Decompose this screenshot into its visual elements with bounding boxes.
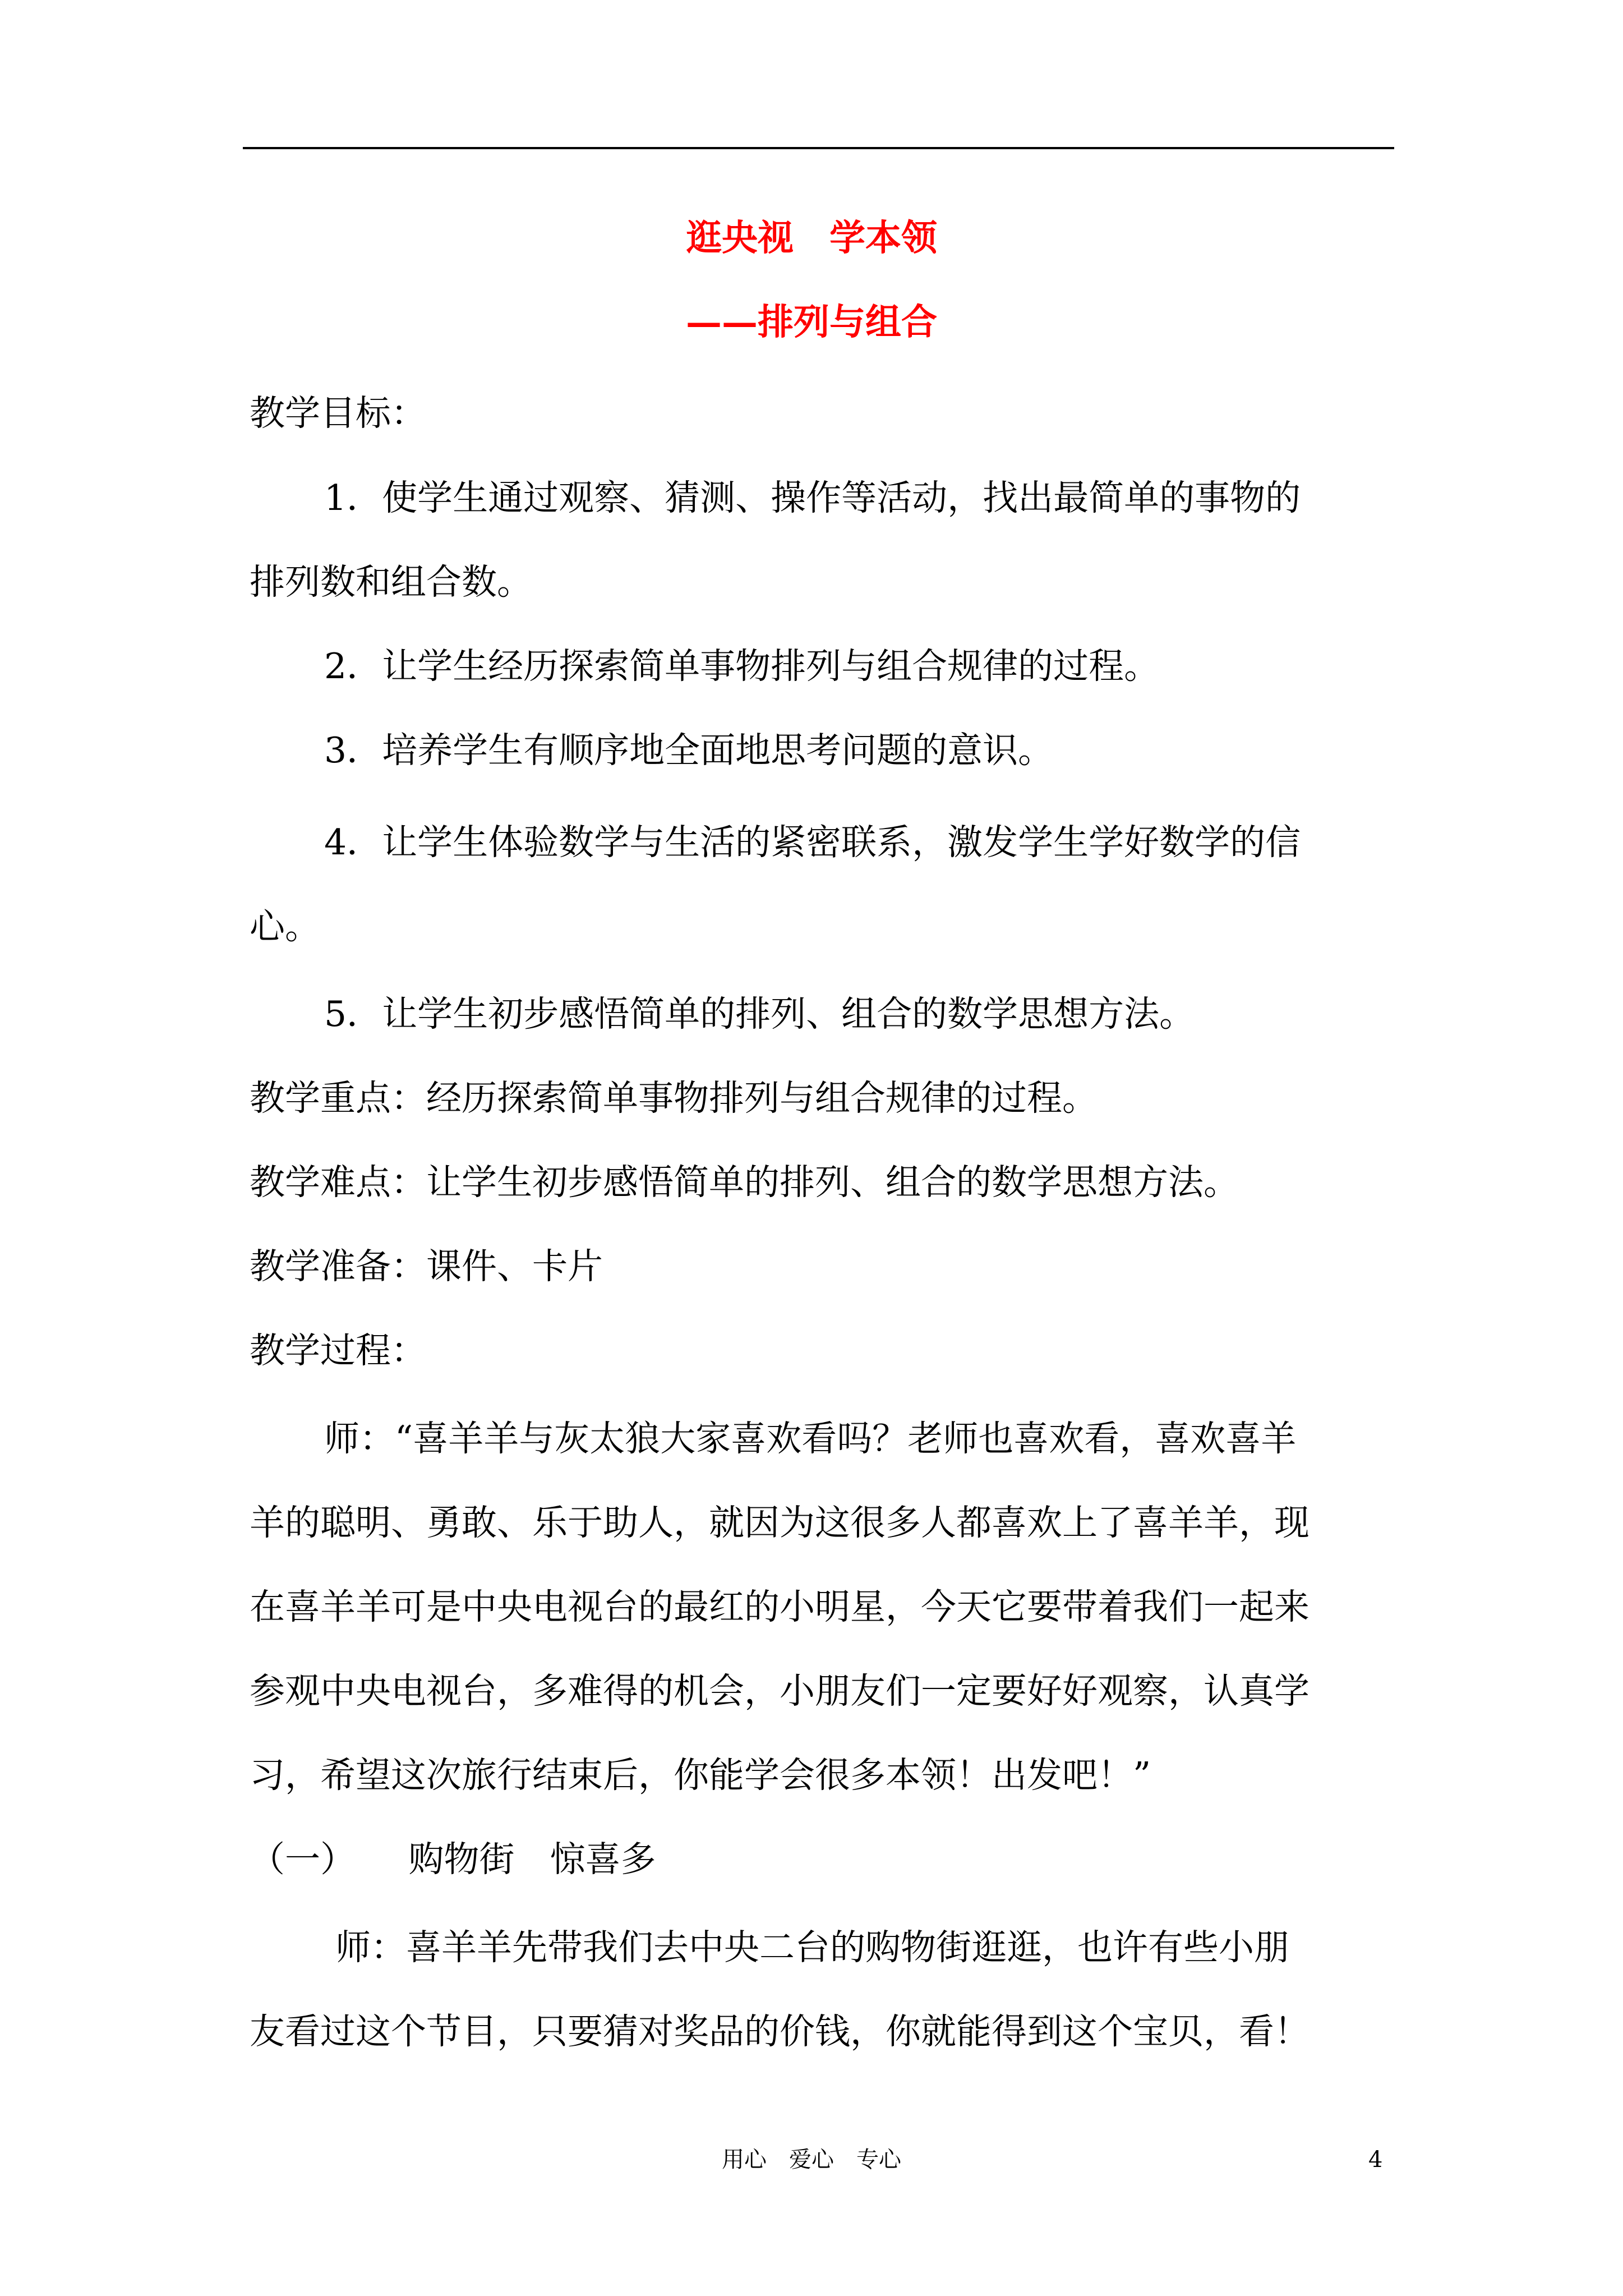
page-number: 4 [1368, 2147, 1383, 2173]
objective-1-line-2: 排列数和组合数。 [250, 562, 532, 602]
document-subtitle: ——排列与组合 [686, 301, 937, 343]
teacher-intro-line-2: 羊的聪明、勇敢、乐于助人，就因为这很多人都喜欢上了喜羊羊，现 [250, 1502, 1310, 1543]
objective-3: 3．培养学生有顺序地全面地思考问题的意识。 [324, 730, 1054, 771]
teacher-intro-line-3: 在喜羊羊可是中央电视台的最红的小明星，今天它要带着我们一起来 [250, 1586, 1310, 1627]
objective-5: 5．让学生初步感悟简单的排列、组合的数学思想方法。 [324, 993, 1195, 1034]
teacher-intro-line-1: 师：“喜羊羊与灰太狼大家喜欢看吗？老师也喜欢看，喜欢喜羊 [324, 1418, 1297, 1459]
section-heading-objectives: 教学目标： [250, 393, 426, 434]
teaching-preparation: 教学准备：课件、卡片 [250, 1246, 603, 1287]
objective-1-line-1: 1．使学生通过观察、猜测、操作等活动，找出最简单的事物的 [324, 477, 1301, 518]
teacher-shopping-line-2: 友看过这个节目，只要猜对奖品的价钱，你就能得到这个宝贝，看！ [250, 2011, 1310, 2052]
header-rule [243, 147, 1394, 149]
teacher-intro-line-4: 参观中央电视台，多难得的机会，小朋友们一定要好好观察，认真学 [250, 1671, 1310, 1711]
section-heading-process: 教学过程： [250, 1330, 426, 1371]
subsection-heading-1: （一） 购物街 惊喜多 [250, 1839, 656, 1880]
footer-motto: 用心 爱心 专心 [722, 2147, 901, 2173]
objective-2: 2．让学生经历探索简单事物排列与组合规律的过程。 [324, 646, 1160, 687]
objective-4-line-1: 4．让学生体验数学与生活的紧密联系，激发学生学好数学的信 [324, 822, 1301, 863]
objective-4-line-2: 心。 [250, 906, 320, 947]
teaching-difficulty: 教学难点：让学生初步感悟简单的排列、组合的数学思想方法。 [250, 1162, 1239, 1203]
teacher-shopping-line-1: 师：喜羊羊先带我们去中央二台的购物街逛逛，也许有些小朋 [335, 1927, 1289, 1968]
teacher-intro-line-5: 习，希望这次旅行结束后，你能学会很多本领！出发吧！” [250, 1755, 1151, 1796]
teaching-key-point: 教学重点：经历探索简单事物排列与组合规律的过程。 [250, 1078, 1098, 1119]
document-title: 逛央视 学本领 [686, 217, 937, 259]
